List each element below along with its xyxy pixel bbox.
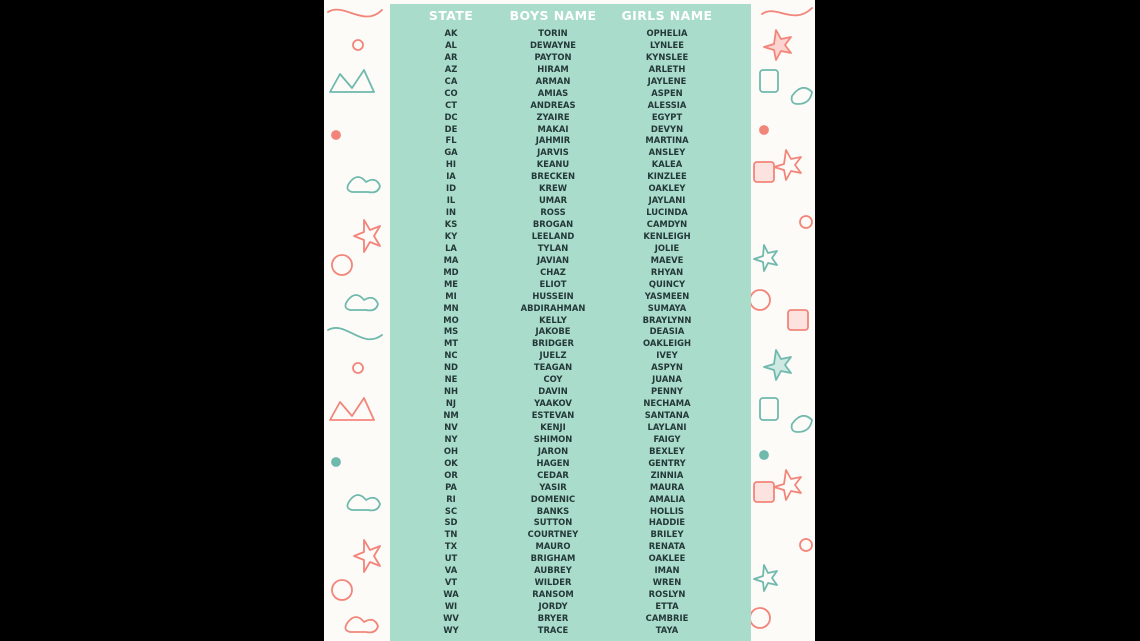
- table-row: [390, 422, 751, 434]
- state-cell: MS: [443, 326, 459, 337]
- girls-name-cell: YASMEEN: [644, 290, 690, 301]
- table-row: [390, 147, 751, 159]
- girls-name-cell: BRAYLYNN: [642, 314, 692, 325]
- boys-name-cell: JUELZ: [539, 350, 567, 361]
- boys-name-cell: ANDREAS: [530, 99, 576, 110]
- girls-name-cell: LUCINDA: [646, 207, 688, 218]
- state-cell: SC: [444, 505, 458, 516]
- table-row: [390, 374, 751, 386]
- state-cell: DC: [444, 111, 458, 122]
- state-cell: OK: [444, 457, 458, 468]
- boys-name-cell: WILDER: [534, 577, 572, 588]
- girls-name-cell: NECHAMA: [643, 398, 691, 409]
- table-row: [390, 267, 751, 279]
- table-row: [390, 506, 751, 518]
- table-row: [390, 577, 751, 589]
- header-girls-name: GIRLS NAME: [621, 8, 713, 23]
- boys-name-cell: DEWAYNE: [529, 39, 576, 50]
- boys-name-cell: DOMENIC: [530, 493, 576, 504]
- state-cell: NC: [444, 350, 458, 361]
- boys-name-cell: SHIMON: [533, 433, 573, 444]
- table-row: [390, 613, 751, 625]
- girls-name-cell: QUINCY: [648, 278, 686, 289]
- state-cell: SD: [444, 517, 458, 528]
- state-cell: MT: [443, 338, 459, 349]
- girls-name-cell: KINZLEE: [647, 171, 687, 182]
- state-cell: AL: [445, 39, 457, 50]
- table-row: [390, 326, 751, 338]
- state-cell: NH: [443, 386, 459, 397]
- boys-name-cell: LEELAND: [531, 230, 575, 241]
- table-row: [390, 291, 751, 303]
- table-row: [390, 315, 751, 327]
- state-cell: IN: [445, 207, 457, 218]
- girls-name-cell: KALEA: [651, 159, 683, 170]
- girls-name-cell: ALESSIA: [647, 99, 687, 110]
- table-row: [390, 350, 751, 362]
- boys-name-cell: YAAKOV: [534, 398, 572, 409]
- table-row: [390, 470, 751, 482]
- state-cell: WI: [444, 601, 458, 611]
- table-row: [390, 303, 751, 315]
- boys-name-cell: ESTEVAN: [531, 410, 575, 420]
- boys-name-cell: BRIDGER: [532, 338, 574, 349]
- table-row: [390, 601, 751, 613]
- girls-name-cell: ASPYN: [651, 362, 683, 373]
- girls-name-cell: KYNSLEE: [645, 51, 689, 62]
- table-row: [390, 64, 751, 76]
- state-cell: WY: [443, 624, 459, 635]
- boys-name-cell: CEDAR: [537, 469, 569, 480]
- state-cell: RI: [446, 493, 456, 504]
- boys-name-cell: TYLAN: [537, 242, 569, 253]
- girls-name-cell: KENLEIGH: [643, 230, 691, 241]
- boys-name-cell: MAURO: [535, 541, 571, 552]
- girls-name-cell: SUMAYA: [647, 302, 687, 313]
- boys-name-cell: BROGAN: [532, 219, 574, 229]
- girls-name-cell: ZINNIA: [650, 469, 684, 480]
- girls-name-cell: RHYAN: [650, 266, 684, 277]
- boys-name-cell: TEAGAN: [533, 362, 573, 373]
- boys-name-cell: AMIAS: [537, 87, 569, 98]
- table-row: [390, 171, 751, 183]
- boys-name-cell: JAKOBE: [535, 326, 571, 337]
- table-row: [390, 434, 751, 446]
- boys-name-cell: KELLY: [539, 314, 567, 325]
- boys-name-cell: ABDIRAHMAN: [520, 302, 586, 313]
- table-row: [390, 338, 751, 350]
- state-cell: VT: [444, 577, 458, 588]
- state-cell: UT: [444, 553, 458, 564]
- boys-name-cell: JAHMIR: [535, 135, 571, 146]
- boys-name-cell: ELIOT: [539, 278, 567, 289]
- table-row: [390, 565, 751, 577]
- table-row: [390, 40, 751, 52]
- table-row: [390, 231, 751, 243]
- state-cell: WV: [443, 612, 459, 623]
- state-cell: CA: [444, 75, 458, 86]
- table-body: [390, 28, 751, 637]
- girls-name-cell: HADDIE: [648, 517, 686, 528]
- table-row: [390, 494, 751, 506]
- state-cell: IL: [446, 195, 456, 206]
- table-row: [390, 517, 751, 529]
- state-cell: WA: [443, 589, 459, 600]
- girls-name-cell: JUANA: [652, 374, 682, 385]
- state-cell: ND: [444, 362, 458, 373]
- table-row: [390, 219, 751, 231]
- girls-name-cell: PENNY: [651, 386, 683, 397]
- girls-name-cell: MAEVE: [650, 254, 684, 265]
- state-cell: AZ: [444, 63, 458, 74]
- table-row: [390, 362, 751, 374]
- girls-name-cell: LYNLEE: [650, 39, 684, 50]
- girls-name-cell: BEXLEY: [649, 445, 685, 456]
- state-cell: DE: [444, 123, 458, 134]
- girls-name-cell: OPHELIA: [646, 28, 688, 38]
- boys-name-cell: BANKS: [536, 505, 570, 516]
- boys-name-cell: BRIGHAM: [530, 553, 576, 564]
- girls-name-cell: HOLLIS: [650, 505, 684, 516]
- state-cell: ID: [445, 183, 457, 194]
- girls-name-cell: OAKLEY: [648, 183, 686, 194]
- header-boys-name: BOYS NAME: [509, 8, 597, 23]
- table-row: [390, 52, 751, 64]
- state-cell: KY: [444, 230, 458, 241]
- state-cell: MN: [443, 302, 459, 313]
- header-state: STATE: [428, 8, 474, 23]
- state-cell: MA: [443, 254, 459, 265]
- girls-name-cell: ROSLYN: [648, 589, 686, 600]
- girls-name-cell: CAMBRIE: [645, 612, 689, 623]
- boys-name-cell: PAYTON: [534, 51, 572, 62]
- girls-name-cell: JAYLENE: [647, 75, 687, 86]
- girls-name-cell: OAKLEIGH: [643, 338, 691, 349]
- state-cell: TN: [444, 529, 458, 540]
- boys-name-cell: TORIN: [538, 28, 568, 38]
- girls-name-cell: ETTA: [655, 601, 679, 611]
- table-row: [390, 386, 751, 398]
- boys-name-cell: YASIR: [539, 481, 567, 492]
- state-cell: NE: [444, 374, 458, 385]
- table-row: [390, 446, 751, 458]
- table-row: [390, 482, 751, 494]
- state-cell: PA: [445, 481, 457, 492]
- boys-name-cell: CHAZ: [540, 266, 566, 277]
- boys-name-cell: UMAR: [538, 195, 568, 206]
- girls-name-cell: FAIGY: [653, 433, 681, 444]
- boys-name-cell: ZYAIRE: [536, 111, 570, 122]
- boys-name-cell: JAVIAN: [536, 254, 570, 265]
- girls-name-cell: RENATA: [648, 541, 686, 552]
- boys-name-cell: AUBREY: [534, 565, 572, 576]
- girls-name-cell: AMALIA: [648, 493, 686, 504]
- table-row: [390, 541, 751, 553]
- names-table: [390, 4, 751, 641]
- girls-name-cell: ASPEN: [651, 87, 683, 98]
- girls-name-cell: DEASIA: [649, 326, 685, 337]
- state-cell: AK: [444, 28, 458, 38]
- table-row: [390, 625, 751, 637]
- girls-name-cell: IVEY: [656, 350, 678, 361]
- state-cell: MO: [443, 314, 459, 325]
- state-cell: TX: [444, 541, 458, 552]
- state-cell: AR: [444, 51, 458, 62]
- table-row: [390, 183, 751, 195]
- table-row: [390, 589, 751, 601]
- state-cell: FL: [445, 135, 457, 146]
- state-cell: KS: [444, 219, 458, 229]
- table-row: [390, 28, 751, 40]
- table-row: [390, 410, 751, 422]
- girls-name-cell: ARLETH: [648, 63, 686, 74]
- girls-name-cell: DEVYN: [650, 123, 684, 134]
- table-row: [390, 195, 751, 207]
- boys-name-cell: JARON: [537, 445, 569, 456]
- table-row: [390, 398, 751, 410]
- boys-name-cell: DAVIN: [538, 386, 568, 397]
- table-row: [390, 529, 751, 541]
- boys-name-cell: ARMAN: [535, 75, 571, 86]
- state-cell: MI: [445, 290, 457, 301]
- boys-name-cell: HIRAM: [537, 63, 569, 74]
- state-cell: NY: [444, 433, 458, 444]
- girls-name-cell: MAURA: [649, 481, 685, 492]
- girls-name-cell: GENTRY: [648, 457, 686, 468]
- boys-name-cell: COURTNEY: [527, 529, 579, 540]
- girls-name-cell: ANSLEY: [648, 147, 686, 158]
- state-cell: CO: [444, 87, 458, 98]
- table-row: [390, 135, 751, 147]
- girls-name-cell: TAYA: [655, 624, 679, 635]
- girls-name-cell: OAKLEE: [648, 553, 686, 564]
- girls-name-cell: MARTINA: [645, 135, 689, 146]
- state-cell: GA: [444, 147, 458, 158]
- boys-name-cell: TRACE: [537, 624, 569, 635]
- state-cell: MD: [443, 266, 459, 277]
- state-cell: CT: [445, 99, 457, 110]
- table-row: [390, 124, 751, 136]
- girls-name-cell: IMAN: [654, 565, 680, 576]
- table-row: [390, 159, 751, 171]
- state-cell: NV: [444, 421, 458, 432]
- boys-name-cell: MAKAI: [537, 123, 569, 134]
- state-cell: OR: [444, 469, 458, 480]
- boys-name-cell: HAGEN: [536, 457, 570, 468]
- boys-name-cell: JARVIS: [537, 147, 569, 158]
- girls-name-cell: JAYLANI: [648, 195, 686, 206]
- girls-name-cell: JOLIE: [654, 242, 680, 253]
- state-cell: IA: [446, 171, 456, 182]
- girls-name-cell: WREN: [652, 577, 682, 588]
- boys-name-cell: JORDY: [538, 601, 568, 611]
- girls-name-cell: EGYPT: [651, 111, 683, 122]
- table-row: [390, 76, 751, 88]
- state-cell: VA: [444, 565, 458, 576]
- table-header: [390, 8, 751, 26]
- table-row: [390, 100, 751, 112]
- boys-name-cell: HUSSEIN: [532, 290, 574, 301]
- girls-name-cell: LAYLANI: [647, 421, 687, 432]
- boys-name-cell: COY: [543, 374, 563, 385]
- girls-name-cell: CAMDYN: [646, 219, 688, 229]
- state-cell: NM: [443, 410, 459, 420]
- state-cell: LA: [445, 242, 457, 253]
- boys-name-cell: BRECKEN: [531, 171, 575, 182]
- table-row: [390, 553, 751, 565]
- table-row: [390, 112, 751, 124]
- state-cell: OH: [443, 445, 459, 456]
- table-row: [390, 255, 751, 267]
- table-row: [390, 243, 751, 255]
- boys-name-cell: SUTTON: [533, 517, 573, 528]
- boys-name-cell: KEANU: [536, 159, 570, 170]
- state-cell: ME: [443, 278, 459, 289]
- table-row: [390, 279, 751, 291]
- table-row: [390, 207, 751, 219]
- table-row: [390, 88, 751, 100]
- state-cell: HI: [445, 159, 457, 170]
- baby-names-poster: [324, 0, 815, 641]
- girls-name-cell: BRILEY: [650, 529, 684, 540]
- state-cell: NJ: [445, 398, 457, 409]
- table-row: [390, 458, 751, 470]
- boys-name-cell: KENJI: [540, 421, 566, 432]
- boys-name-cell: BRYER: [537, 612, 569, 623]
- boys-name-cell: RANSOM: [532, 589, 574, 600]
- boys-name-cell: KREW: [539, 183, 567, 194]
- boys-name-cell: ROSS: [540, 207, 566, 218]
- girls-name-cell: SANTANA: [644, 410, 690, 420]
